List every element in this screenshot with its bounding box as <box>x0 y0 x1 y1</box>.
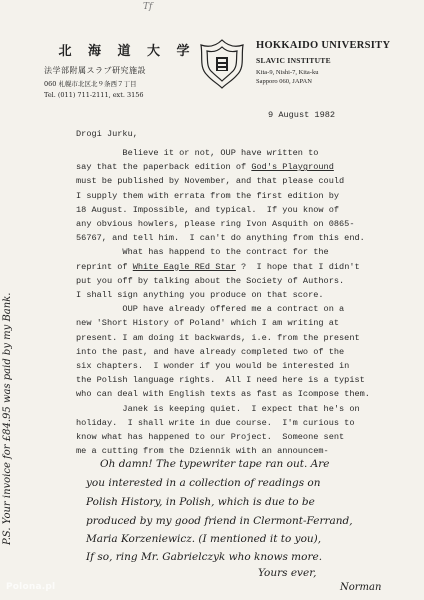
letter-text: Janek is keeping quiet. I expect that he's on <box>76 403 360 414</box>
handwritten-line: you interested in a collection of readings on <box>86 477 321 489</box>
letter-line <box>76 288 370 302</box>
letter-text: the Polish language rights. All I need here is a typist <box>76 375 365 386</box>
letter-line <box>76 189 370 203</box>
letter-text: reprint of <box>76 261 133 272</box>
letter-text: must be published by November, and that please could <box>76 176 345 187</box>
letter-line <box>76 316 370 330</box>
letter-body <box>76 146 370 458</box>
letter-text: present. I am doing it backwards, i.e. from the present <box>76 332 360 343</box>
letter-salutation: Drogi Jurku, <box>76 129 138 139</box>
letter-line <box>76 373 370 387</box>
letter-line <box>76 402 370 416</box>
handwritten-line: Maria Korzeniewicz. (I mentioned it to you), <box>86 533 322 545</box>
letter-line <box>76 359 370 373</box>
underlined-title: White Eagle REd Star <box>132 261 236 272</box>
letter-line <box>76 174 370 188</box>
letter-text: Believe it or not, OUP have written to <box>76 148 319 158</box>
letter-line <box>76 430 370 444</box>
watermark: Polona.pl <box>6 582 56 592</box>
letter-line <box>76 331 370 345</box>
letter-text: know what has happened to our Project. Someone sent <box>76 432 345 443</box>
letterhead-japanese <box>44 40 204 99</box>
letter-text: holiday. I shall write in due course. I'm curious to <box>76 417 355 428</box>
letter-text: OUP have already offered me a contract on a <box>76 304 345 315</box>
letter-line <box>76 260 370 274</box>
letter-text: any obvious howlers, please ring Ivon Asquith on 0865- <box>76 219 355 230</box>
letter-text: new 'Short History of Poland' which I am writing at <box>76 318 340 329</box>
letter-line <box>76 274 370 288</box>
letter-line <box>76 245 370 259</box>
letter-line <box>76 217 370 231</box>
signature: Norman <box>340 582 382 593</box>
en-university-name: HOKKAIDO UNIVERSITY <box>256 40 391 51</box>
letter-line <box>76 345 370 359</box>
letter-text: six chapters. I wonder if you would be interested in <box>76 361 350 372</box>
jp-address: 060 札幌市北区北９条西７丁目 <box>44 80 137 88</box>
letter-line <box>76 387 370 401</box>
letter-text: put you off by talking about the Society of Authors. <box>76 275 345 286</box>
letter-line <box>76 416 370 430</box>
letter-text: I shall sign anything you produce on that score. <box>76 290 324 301</box>
handwritten-line: produced by my good friend in Clermont-Ferrand, <box>86 515 353 527</box>
postscript: P.S. Your invoice for £84.95 was paid by my Bank. <box>2 292 13 545</box>
en-institute-name: SLAVIC INSTITUTE <box>256 56 331 65</box>
letter-text: 18 August. Impossible, and typical. If you know of <box>76 204 340 215</box>
en-address-line1: Kita-9, Nishi-7, Kita-ku <box>256 69 319 76</box>
jp-telephone: Tel. (011) 711-2111, ext. 3156 <box>44 91 144 99</box>
letter-date: 9 August 1982 <box>268 110 336 120</box>
letter-text: who can deal with English texts as fast as Icompose them. <box>76 389 370 400</box>
underlined-title: God's Playground <box>251 162 334 173</box>
letter-line <box>76 160 370 174</box>
handwritten-line: Oh damn! The typewriter tape ran out. Are <box>100 458 330 470</box>
letter-text: What has happend to the contract for the <box>76 247 329 258</box>
jp-university-name: 北 海 道 大 学 <box>58 44 196 59</box>
letter-text: 56767, and tell him. I can't do anything from this end. <box>76 233 365 244</box>
handwritten-line: If so, ring Mr. Gabrielczyk who knows more. <box>86 551 323 563</box>
letter-text: me a cutting from the Dziennik with an announcem- <box>76 446 329 457</box>
letter-text: ? I hope that I didn't <box>235 261 360 272</box>
corner-mark: Tf <box>143 2 153 12</box>
en-address-line2: Sapporo 060, JAPAN <box>256 78 312 85</box>
letterhead-english <box>256 40 416 85</box>
letter-text: I supply them with errata from the first edition by <box>76 190 340 201</box>
handwritten-line: Polish History, in Polish, which is due to be <box>86 496 315 508</box>
letter-text: into the past, and have already completed two of the <box>76 346 345 357</box>
letter-line <box>76 302 370 316</box>
closing: Yours ever, <box>258 567 317 579</box>
letter-text: say that the paperback edition of <box>76 162 252 173</box>
university-seal-icon <box>197 37 247 91</box>
letter-line <box>76 444 370 458</box>
jp-department: 法学部附属スラブ研究施設 <box>44 66 146 75</box>
letter-line <box>76 231 370 245</box>
letter-line <box>76 203 370 217</box>
letter-line <box>76 146 370 160</box>
